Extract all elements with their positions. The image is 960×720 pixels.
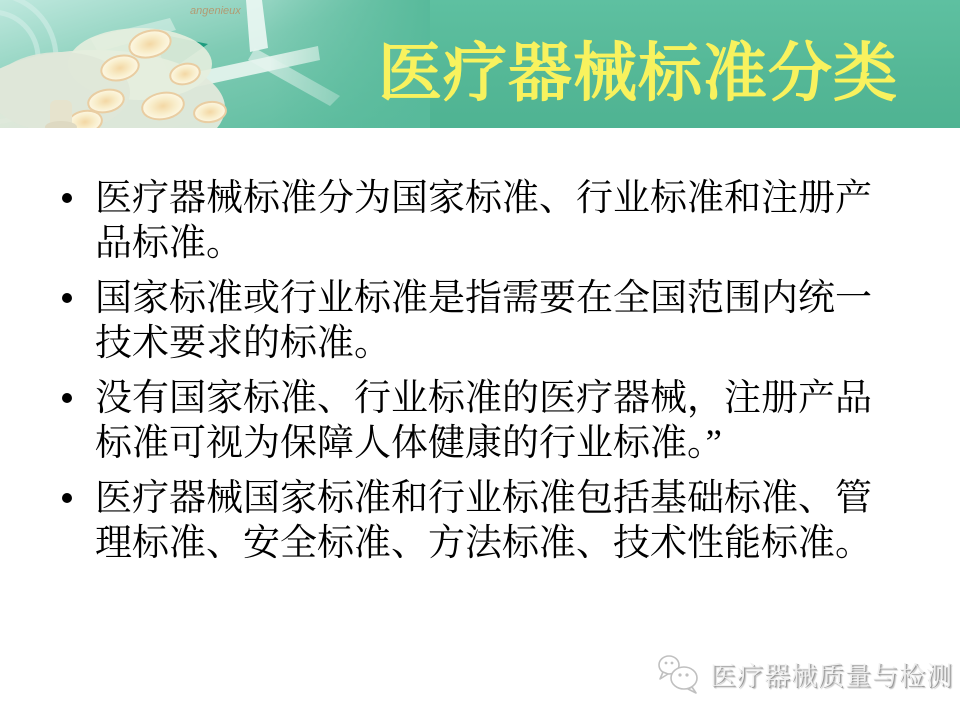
- bullet-item: [95, 476, 887, 566]
- bullet-item: [95, 176, 887, 266]
- bullet-dot: [62, 193, 72, 203]
- footer-watermark: [656, 652, 953, 696]
- slide-body: [95, 176, 887, 576]
- bullet-text: 医疗器械国家标准和行业标准包括基础标准、管理标准、安全标准、方法标准、技术性能标准。: [95, 478, 872, 564]
- slide-title: 医疗器械标准分类: [378, 37, 898, 109]
- photo-brand-text: angenieux: [190, 5, 241, 17]
- bullet-dot: [62, 293, 72, 303]
- wechat-chat-bubbles-icon: [656, 652, 702, 696]
- bullet-dot: [62, 493, 72, 503]
- footer-watermark-text: 医疗器械质量与检测: [710, 660, 954, 691]
- bullet-list: [95, 176, 887, 566]
- bullet-item: [95, 376, 887, 466]
- bullet-text: 国家标准或行业标准是指需要在全国范围内统一技术要求的标准。: [95, 278, 872, 364]
- slide-header: [0, 0, 960, 128]
- bullet-item: [95, 276, 887, 366]
- bullet-dot: [62, 393, 72, 403]
- surgical-lamp-photo: [0, 0, 430, 128]
- bullet-text: 没有国家标准、行业标准的医疗器械，注册产品标准可视为保障人体健康的行业标准。”: [95, 378, 872, 464]
- bullet-text: 医疗器械标准分为国家标准、行业标准和注册产品标准。: [95, 178, 872, 264]
